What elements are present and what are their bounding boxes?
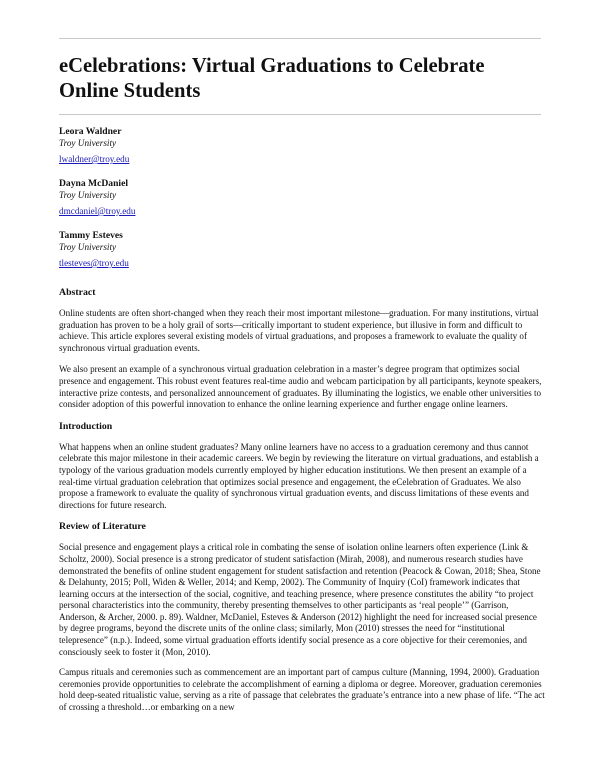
- author-affiliation: Troy University: [59, 190, 117, 200]
- author-name: Tammy Esteves: [59, 230, 123, 241]
- author-email-link[interactable]: tlesteves@troy.edu: [59, 258, 129, 268]
- paper-body: [59, 287, 545, 724]
- abstract-heading: Abstract: [59, 287, 96, 298]
- author-email-link[interactable]: dmcdaniel@troy.edu: [59, 206, 136, 216]
- abstract-paragraph: Online students are often short-changed when they reach their most important milestone—graduation. For many institutions, virtual graduation has proven to be a holy grail of sorts—critically important to student experience, but illusive in form and difficult to achieve. This article explores several existing models of virtual graduations, and proposes a framework to evaluate the quality of synchronous virtual graduation events.: [59, 308, 539, 353]
- author-affiliation: Troy University: [59, 242, 117, 252]
- top-rule: [59, 38, 541, 39]
- title-rule: [59, 114, 541, 115]
- author-name: Dayna McDaniel: [59, 178, 129, 189]
- author-block: [59, 178, 541, 219]
- paper-title: eCelebrations: Virtual Graduations to Celebrate Online Students: [59, 55, 485, 102]
- author-block: [59, 230, 541, 271]
- review-paragraph: Campus rituals and ceremonies such as commencement are an important part of campus culture (Manning, 1994, 2000). Graduation ceremonies provide opportunities to celebrate the accomplishment of earning a diploma or degree. Moreover, graduation ceremonies hold deep-seated ritualistic value, serving as a rite of passage that celebrates the graduate’s entrance into a new phase of life. “The act of crossing a threshold…or embarking on a new: [59, 667, 545, 713]
- introduction-heading: Introduction: [59, 420, 113, 432]
- review-paragraph: Social presence and engagement plays a critical role in combating the sense of isolation online learners often experience (Link & Scholtz, 2000). Social presence is a strong predicator of student satisfaction (Mirah, 2008), and numerous research studies have demonstrated the benefits of online student engagement for student satisfaction and retention (Peacock & Cowan, 2018; Shea, Stone & Delahunty, 2015; Poll, Widen & Weller, 2014; and Kemp, 2002). The Community of Inquiry (CoI) framework indicates that learning occurs at the intersection of the social, cognitive, and teaching presence, where presence constitutes the ability “to project personal characteristics into the community, thereby presenting themselves to other participants as ‘real people’” (Garrison, Anderson, & Archer, 2000. p. 89). Waldner, McDaniel, Esteves & Anderson (2012) highlight the need for increased social presence by degree programs, beyond the discrete units of the online class; similarly, Mon (2010) stresses the need for “institutional telepresence” (n.p.). Indeed, some virtual graduation efforts identify social presence as a core objective for their ceremonies, and consciously seek to foster it (Mon, 2010).: [59, 542, 541, 657]
- review-heading: Review of Literature: [59, 521, 146, 533]
- author-affiliation: Troy University: [59, 138, 117, 148]
- author-name: Leora Waldner: [59, 126, 122, 137]
- abstract-paragraph: We also present an example of a synchronous virtual graduation celebration in a master’s degree program that optimizes social presence and engagement. This robust event features real-time audio and webcam participation by all participants, keynote speakers, interactive prize contests, and personalized announcement of graduates. By illuminating the logistics, we enable other universities to consider adoption of this powerful innovation to enhance the online learning experience and further engage online learners.: [59, 364, 542, 410]
- author-block: [59, 126, 541, 167]
- introduction-paragraph: What happens when an online student graduates? Many online learners have no access to a graduation ceremony and thus cannot celebrate this major milestone in their academic careers. We begin by reviewing the literature on virtual graduations, and establish a typology of the various graduation models currently employed by higher education institutions. We then present an example of a real-time virtual graduation celebration that optimizes social presence and engagement, the eCelebration of Graduates. We also propose a framework to evaluate the quality of synchronous virtual graduation events, and discuss limitations of these events and directions for future research.: [59, 441, 539, 510]
- author-email-link[interactable]: lwaldner@troy.edu: [59, 154, 130, 164]
- author-list: [59, 126, 541, 282]
